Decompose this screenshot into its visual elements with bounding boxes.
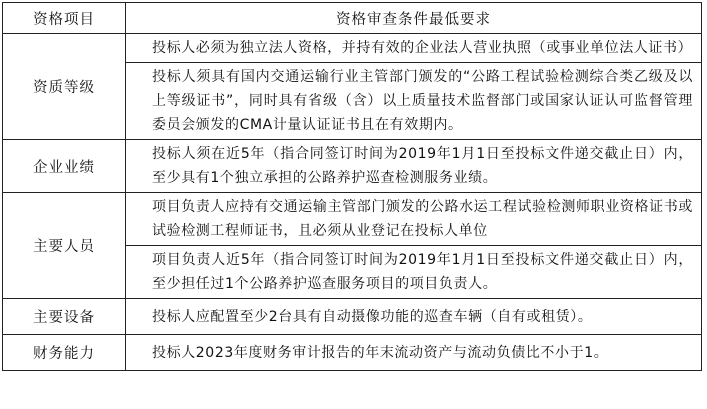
category-key-personnel: 主要人员 <box>3 193 126 299</box>
category-financial-capacity: 财务能力 <box>3 335 126 371</box>
table-row <box>3 335 702 371</box>
qualification-table-wrapper <box>2 2 702 371</box>
qualification-requirements-table <box>2 2 702 371</box>
requirement-cell: 投标人必须为独立法人资格，并持有效的企业法人营业执照（或事业单位法人证书） <box>126 34 702 63</box>
category-main-equipment: 主要设备 <box>3 299 126 335</box>
requirement-cell: 项目负责人应持有交通运输主管部门颁发的公路水运工程试验检测师职业资格证书或试验检测工程师证书，且必须从业登记在投标人单位 <box>126 193 702 246</box>
table-row <box>3 193 702 246</box>
requirement-cell: 投标人须在近5年（指合同签订时间为2019年1月1日至投标文件递交截止日）内，至少具有1个独立承担的公路养护巡查检测服务业绩。 <box>126 140 702 193</box>
requirement-cell: 项目负责人近5年（指合同签订时间为2019年1月1日至投标文件递交截止日）内，至少担任过1个公路养护巡查服务项目的项目负责人。 <box>126 246 702 299</box>
category-qualification-level: 资质等级 <box>3 34 126 140</box>
requirement-cell: 投标人2023年度财务审计报告的年末流动资产与流动负债比不小于1。 <box>126 335 702 371</box>
header-category: 资格项目 <box>3 3 126 34</box>
category-company-performance: 企业业绩 <box>3 140 126 193</box>
table-row <box>3 140 702 193</box>
requirement-cell: 投标人应配置至少2台具有自动摄像功能的巡查车辆（自有或租赁）。 <box>126 299 702 335</box>
header-requirement: 资格审查条件最低要求 <box>126 3 702 34</box>
requirement-cell: 投标人须具有国内交通运输行业主管部门颁发的“公路工程试验检测综合类乙级及以上等级证书”，同时具有省级（含）以上质量技术监督部门或国家认证认可监督管理委员会颁发的CMA计量认证证书且在有效期内。 <box>126 63 702 140</box>
table-row <box>3 299 702 335</box>
table-row <box>3 34 702 63</box>
table-header-row <box>3 3 702 34</box>
